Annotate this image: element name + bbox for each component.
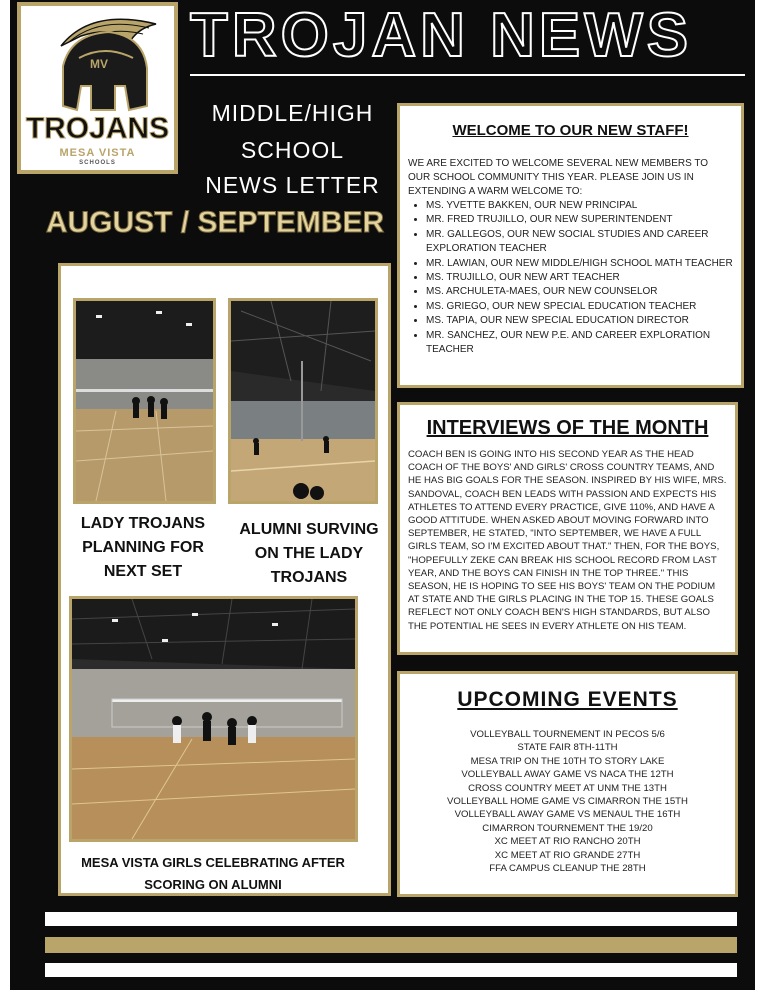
staff-item: • MS. GRIEGO, OUR NEW SPECIAL EDUCATION TEACHER xyxy=(426,300,733,314)
logo-name: TROJANS xyxy=(25,112,170,145)
events-list xyxy=(406,728,729,875)
event-item: VOLLEYBALL AWAY GAME VS NACA THE 12TH xyxy=(461,769,674,781)
logo-line2: SCHOOLS xyxy=(79,160,116,166)
staff-item: • MS. ARCHULETA-MAES, OUR NEW COUNSELOR xyxy=(426,285,733,299)
newsletter-title: TROJAN NEWS xyxy=(190,1,693,70)
footer-stripe-white-top xyxy=(45,912,737,926)
footer-stripe-gold xyxy=(45,937,737,953)
event-item: VOLLEYBALL TOURNEMENT IN PECOS 5/6 xyxy=(470,729,665,740)
upcoming-events-panel xyxy=(397,671,738,897)
staff-item: • MR. GALLEGOS, OUR NEW SOCIAL STUDIES AND CAREER EXPLORATION TEACHER xyxy=(426,228,733,257)
event-item: MESA TRIP ON THE 10TH TO STORY LAKE xyxy=(470,755,665,767)
svg-text:MV: MV xyxy=(90,57,108,71)
event-item: VOLLEYBALL HOME GAME VS CIMARRON THE 15TH xyxy=(447,796,688,808)
event-item: CROSS COUNTRY MEET AT UNM THE 13TH xyxy=(468,782,667,794)
event-item: FFA CAMPUS CLEANUP THE 28TH xyxy=(489,863,646,875)
photo-panel xyxy=(58,263,391,896)
interview-heading: INTERVIEWS OF THE MONTH xyxy=(426,417,709,439)
school-logo xyxy=(17,2,178,174)
volleyball-photo-1 xyxy=(73,298,216,504)
staff-item: • MR. FRED TRUJILLO, OUR NEW SUPERINTENDENT xyxy=(426,213,733,227)
interview-body: COACH BEN IS GOING INTO HIS SECOND YEAR AS THE HEAD COACH OF THE BOYS' AND GIRLS' CROSS COUNTRY TEAMS, AND HE HAS BIG GOALS FOR THE SEASON. INSPIRED BY HIS WIFE, MRS. SANDOVAL, COACH BEN LEADS WITH PASSION AND EXPECTS HIS ATHLETES TO ATTEND EVERY PRACTICE, GIVE 110%, AND HAVE A GOOD ATTITUDE. WHEN ASKED ABOUT MOVING FORWARD INTO SEPTEMBER, HE STATED, "INTO SEPTEMBER, WE HAVE A FULL GIRLS TEAM, SO I'M EXCITED ABOUT THAT." THEN, FOR THE BOYS, "HOPEFULLY ZEKE CAN BREAK HIS SCHOOL RECORD FROM LAST YEAR, AND THE BOYS CAN FINISH IN THE TOP THREE." THIS SEASON, HE IS HOPING TO SEE HIS BOYS' TEAM ON THE PODIUM AT STATE AND THE GIRLS PLACING IN THE TOP 15. THESE GOALS REFLECT NOT ONLY COACH BEN'S HIGH STANDARDS, BUT ALSO THE POTENTIAL HE SEES IN EVERY ATHLETE ON HIS TEAM. xyxy=(408,449,727,632)
volleyball-photo-2 xyxy=(228,298,378,504)
title-divider xyxy=(190,74,745,76)
staff-item: • MS. TRUJILLO, OUR NEW ART TEACHER xyxy=(426,271,733,285)
staff-item: • MR. LAWIAN, OUR NEW MIDDLE/HIGH SCHOOL MATH TEACHER xyxy=(426,257,733,271)
event-item: STATE FAIR 8TH-11TH xyxy=(517,742,618,754)
welcome-intro: WE ARE EXCITED TO WELCOME SEVERAL NEW MEMBERS TO OUR SCHOOL COMMUNITY THIS YEAR. PLEASE JOIN US IN EXTENDING A WARM WELCOME TO: xyxy=(408,158,709,197)
event-item: VOLLEYBALL AWAY GAME VS MENAUL THE 16TH xyxy=(454,809,681,821)
subtitle-line-3: NEWS LETTER xyxy=(205,172,380,198)
staff-item: • MR. SANCHEZ, OUR NEW P.E. AND CAREER EXPLORATION TEACHER xyxy=(426,329,733,358)
welcome-heading: WELCOME TO OUR NEW STAFF! xyxy=(452,122,689,139)
footer-stripe-white-bottom xyxy=(45,963,737,977)
interview-panel xyxy=(397,402,738,655)
subtitle-line-2: SCHOOL xyxy=(240,137,345,163)
event-item: CIMARRON TOURNEMENT THE 19/20 xyxy=(482,822,653,834)
issue-month: AUGUST / SEPTEMBER xyxy=(45,206,385,239)
staff-item: • MS. TAPIA, OUR NEW SPECIAL EDUCATION DIRECTOR xyxy=(426,314,733,328)
events-heading: UPCOMING EVENTS xyxy=(457,688,678,711)
photo-caption-1: LADY TROJANS PLANNING FOR NEXT SET xyxy=(80,515,206,580)
photo-caption-2: ALUMNI SURVING ON THE LADY TROJANS xyxy=(239,521,379,586)
staff-list xyxy=(408,199,733,357)
welcome-staff-panel xyxy=(397,103,744,388)
event-item: XC MEET AT RIO GRANDE 27TH xyxy=(494,849,641,861)
event-item: XC MEET AT RIO RANCHO 20TH xyxy=(494,836,641,848)
subtitle-line-1: MIDDLE/HIGH xyxy=(211,100,374,126)
logo-line1: MESA VISTA xyxy=(59,147,136,159)
photo-caption-3: MESA VISTA GIRLS CELEBRATING AFTER SCORING ON ALUMNI xyxy=(81,855,345,892)
volleyball-photo-3 xyxy=(69,596,358,842)
staff-item: • MS. YVETTE BAKKEN, OUR NEW PRINCIPAL xyxy=(426,199,733,213)
